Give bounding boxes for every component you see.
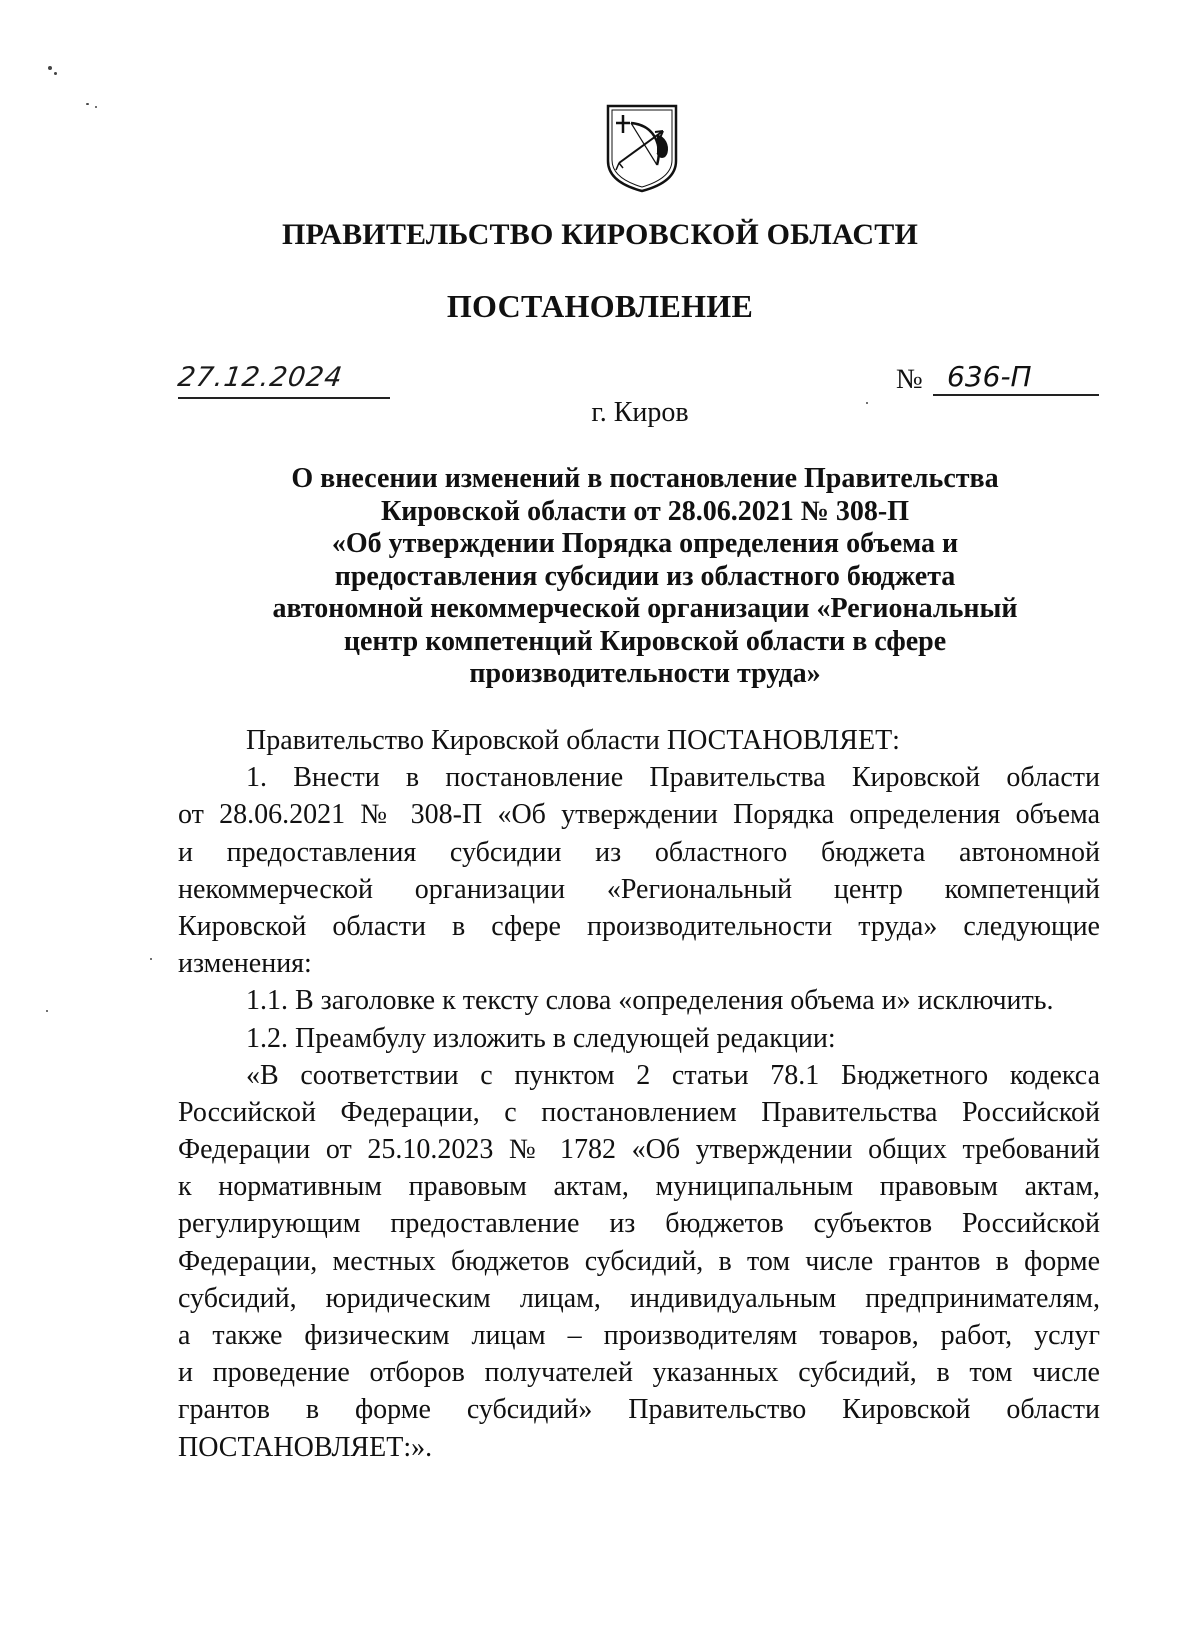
scan-speck — [46, 1010, 48, 1012]
scan-speck — [54, 72, 57, 75]
quote-line: ПОСТАНОВЛЯЕТ:». — [178, 1431, 433, 1463]
subject-line: автономной некоммерческой организации «Региональный — [272, 593, 1018, 624]
document-subject — [220, 463, 1070, 691]
subject-line: предоставления субсидии из областного бюджета — [334, 560, 956, 592]
subject-line: О внесении изменений в постановление Правительства — [291, 463, 999, 494]
scan-speck — [150, 958, 152, 960]
subject-line: центр компетенций Кировской области в сфере — [343, 625, 947, 657]
quote-line: Российской Федерации, с постановлением Правительства Российской — [178, 1096, 1100, 1128]
body-intro: Правительство Кировской области ПОСТАНОВЛЯЕТ: — [246, 725, 900, 756]
document-number-label: № — [896, 364, 923, 395]
quote-line: к нормативным правовым актам, муниципальным правовым актам, — [178, 1171, 1100, 1203]
quote-line: и проведение отборов получателей указанных субсидий, в том числе — [178, 1357, 1100, 1389]
document-date-value: 27.12.2024 — [175, 362, 345, 393]
item-1-line: некоммерческой организации «Региональный центр компетенций — [178, 873, 1100, 905]
item-1-2: 1.2. Преамбулу изложить в следующей редакции: — [246, 1022, 836, 1054]
organization-title: ПРАВИТЕЛЬСТВО КИРОВСКОЙ ОБЛАСТИ — [282, 218, 918, 251]
document-number: 636-П — [933, 362, 1099, 396]
subject-line: «Об утверждении Порядка определения объема и — [331, 528, 959, 559]
item-1-line: Кировской области в сфере производительности труда» следующие — [178, 910, 1100, 942]
quote-line: субсидий, юридическим лицам, индивидуальным предпринимателям, — [178, 1282, 1100, 1314]
kirov-region-coat-of-arms-icon — [605, 103, 679, 193]
quote-line: а также физическим лицам – производителям товаров, работ, услуг — [178, 1320, 1100, 1351]
document-city: г. Киров — [591, 397, 689, 428]
item-1-line: от 28.06.2021 № 308-П «Об утверждении Порядка определения объема — [178, 799, 1100, 831]
document-date — [175, 362, 390, 399]
scan-speck — [95, 106, 97, 108]
subject-line: Кировской области от 28.06.2021 № 308-П — [380, 495, 910, 527]
item-1-line: и предоставления субсидии из областного бюджета автономной — [178, 836, 1100, 868]
document-body — [178, 722, 1100, 1466]
scan-speck — [86, 103, 89, 105]
quote-line: грантов в форме субсидий» Правительство Кировской области — [178, 1394, 1100, 1426]
document-type-title: ПОСТАНОВЛЕНИЕ — [446, 288, 754, 324]
subject-line: производительности труда» — [469, 658, 821, 689]
item-1-line: 1. Внести в постановление Правительства Кировской области — [246, 762, 1100, 794]
quote-line: «В соответствии с пунктом 2 статьи 78.1 Бюджетного кодекса — [246, 1059, 1100, 1091]
quote-line: Федерации от 25.10.2023 № 1782 «Об утверждении общих требований — [178, 1134, 1100, 1166]
quote-line: регулирующим предоставление из бюджетов субъектов Российской — [178, 1208, 1100, 1240]
item-1-line: изменения: — [178, 948, 312, 980]
quote-line: Федерации, местных бюджетов субсидий, в том числе грантов в форме — [178, 1245, 1100, 1277]
scan-speck — [48, 66, 52, 70]
item-1-1: 1.1. В заголовке к тексту слова «определения объема и» исключить. — [246, 985, 1054, 1017]
